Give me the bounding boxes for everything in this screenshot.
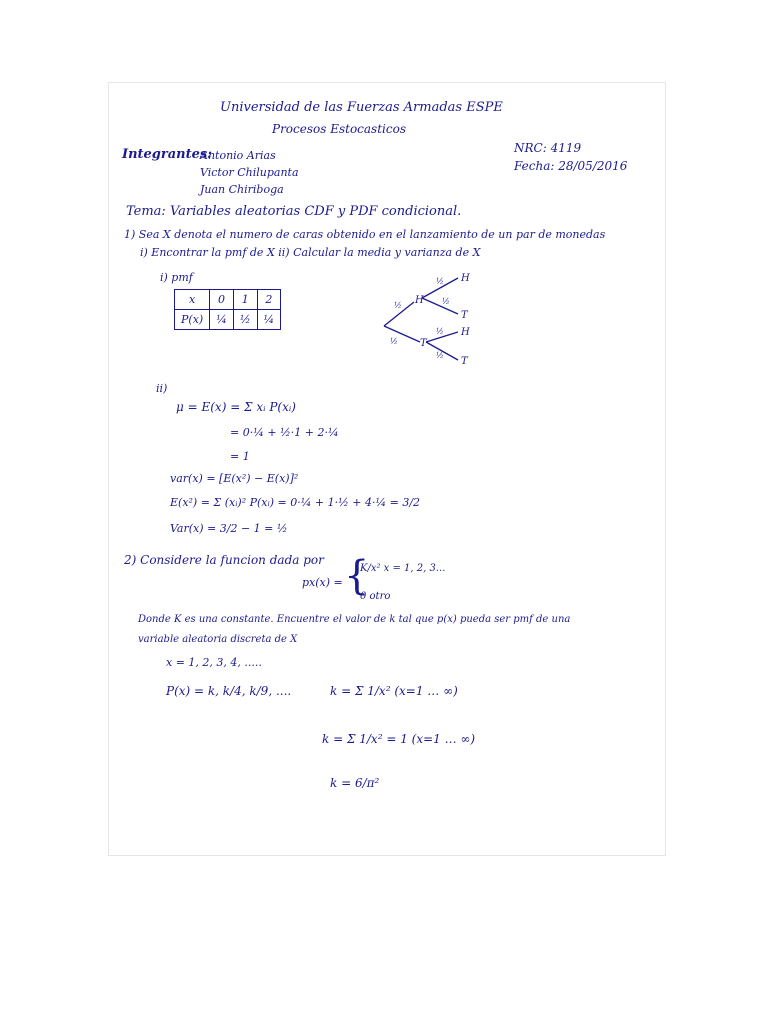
tree-leaf-label: T xyxy=(461,310,468,321)
sum-line-1: k = Σ 1/x² (x=1 … ∞) xyxy=(330,684,458,698)
table-cell: 1 xyxy=(233,290,257,310)
pmf-table xyxy=(174,289,281,330)
mean-result-line: = 1 xyxy=(230,450,250,463)
tree-node-label: H xyxy=(415,295,424,306)
member-3: Juan Chiriboga xyxy=(200,183,284,196)
table-row xyxy=(175,310,281,330)
tree-prob-label: ½ xyxy=(442,297,450,306)
tree-node-label: T xyxy=(420,338,427,349)
part-ii-label: ii) xyxy=(156,382,168,395)
branch-line xyxy=(422,298,458,314)
table-cell: ¼ xyxy=(210,310,234,330)
problem2-line1: Donde K es una constante. Encuentre el valor de k tal que p(x) pueda ser pmf de una xyxy=(138,614,571,625)
tree-prob-label: ½ xyxy=(436,277,444,286)
result-line: k = 6/π² xyxy=(330,776,380,790)
x-values: x = 1, 2, 3, 4, ..... xyxy=(166,656,262,669)
tree-leaf-label: T xyxy=(461,356,468,367)
table-cell: ¼ xyxy=(257,310,281,330)
member-1: Antonio Arias xyxy=(200,149,276,162)
tree-prob-label: ½ xyxy=(394,301,402,310)
case-1: K/x² x = 1, 2, 3... xyxy=(360,563,446,574)
course-title: Procesos Estocasticos xyxy=(272,122,406,136)
tree-prob-label: ½ xyxy=(436,351,444,360)
tree-leaf-label: H xyxy=(461,273,470,284)
second-moment-line: E(x²) = Σ (xᵢ)² P(xᵢ) = 0·¼ + 1·½ + 4·¼ = 3/2 xyxy=(170,496,421,509)
part-i-label: i) pmf xyxy=(160,271,193,284)
case-2: 0 otro xyxy=(360,591,391,602)
table-cell: ½ xyxy=(233,310,257,330)
tree-leaf-label: H xyxy=(461,327,470,338)
member-2: Victor Chilupanta xyxy=(200,166,299,179)
university-title: Universidad de las Fuerzas Armadas ESPE xyxy=(220,100,503,115)
sum-line-2: k = Σ 1/x² = 1 (x=1 … ∞) xyxy=(322,732,476,746)
tree-prob-label: ½ xyxy=(436,327,444,336)
nrc: NRC: 4119 xyxy=(514,141,582,155)
tree-prob-label: ½ xyxy=(390,337,398,346)
table-cell: 2 xyxy=(257,290,281,310)
integrantes-label: Integrantes: xyxy=(122,147,213,162)
p-values: P(x) = k, k/4, k/9, .... xyxy=(166,684,292,698)
table-row xyxy=(175,290,281,310)
px-label: px(x) = xyxy=(302,576,343,589)
brace-symbol: { xyxy=(344,553,370,599)
variance-result-line: Var(x) = 3/2 − 1 = ½ xyxy=(170,522,288,535)
tema: Tema: Variables aleatorias CDF y PDF condicional. xyxy=(126,204,462,219)
problem1-line2: i) Encontrar la pmf de X ii) Calcular la media y varianza de X xyxy=(140,246,481,259)
problem2-statement: 2) Considere la funcion dada por xyxy=(124,553,324,567)
variance-formula-line: var(x) = [E(x²) − E(x)]² xyxy=(170,472,299,485)
fecha: Fecha: 28/05/2016 xyxy=(514,159,628,173)
mean-calc-line: = 0·¼ + ½·1 + 2·¼ xyxy=(230,426,339,439)
table-cell: 0 xyxy=(210,290,234,310)
table-cell: x xyxy=(175,290,210,310)
mean-line: μ = E(x) = Σ xᵢ P(xᵢ) xyxy=(176,400,296,414)
probability-tree-diagram xyxy=(372,268,482,370)
problem1-line1: 1) Sea X denota el numero de caras obtenido en el lanzamiento de un par de monedas xyxy=(124,228,606,241)
problem2-line2: variable aleatoria discreta de X xyxy=(138,634,298,645)
table-cell: P(x) xyxy=(175,310,210,330)
